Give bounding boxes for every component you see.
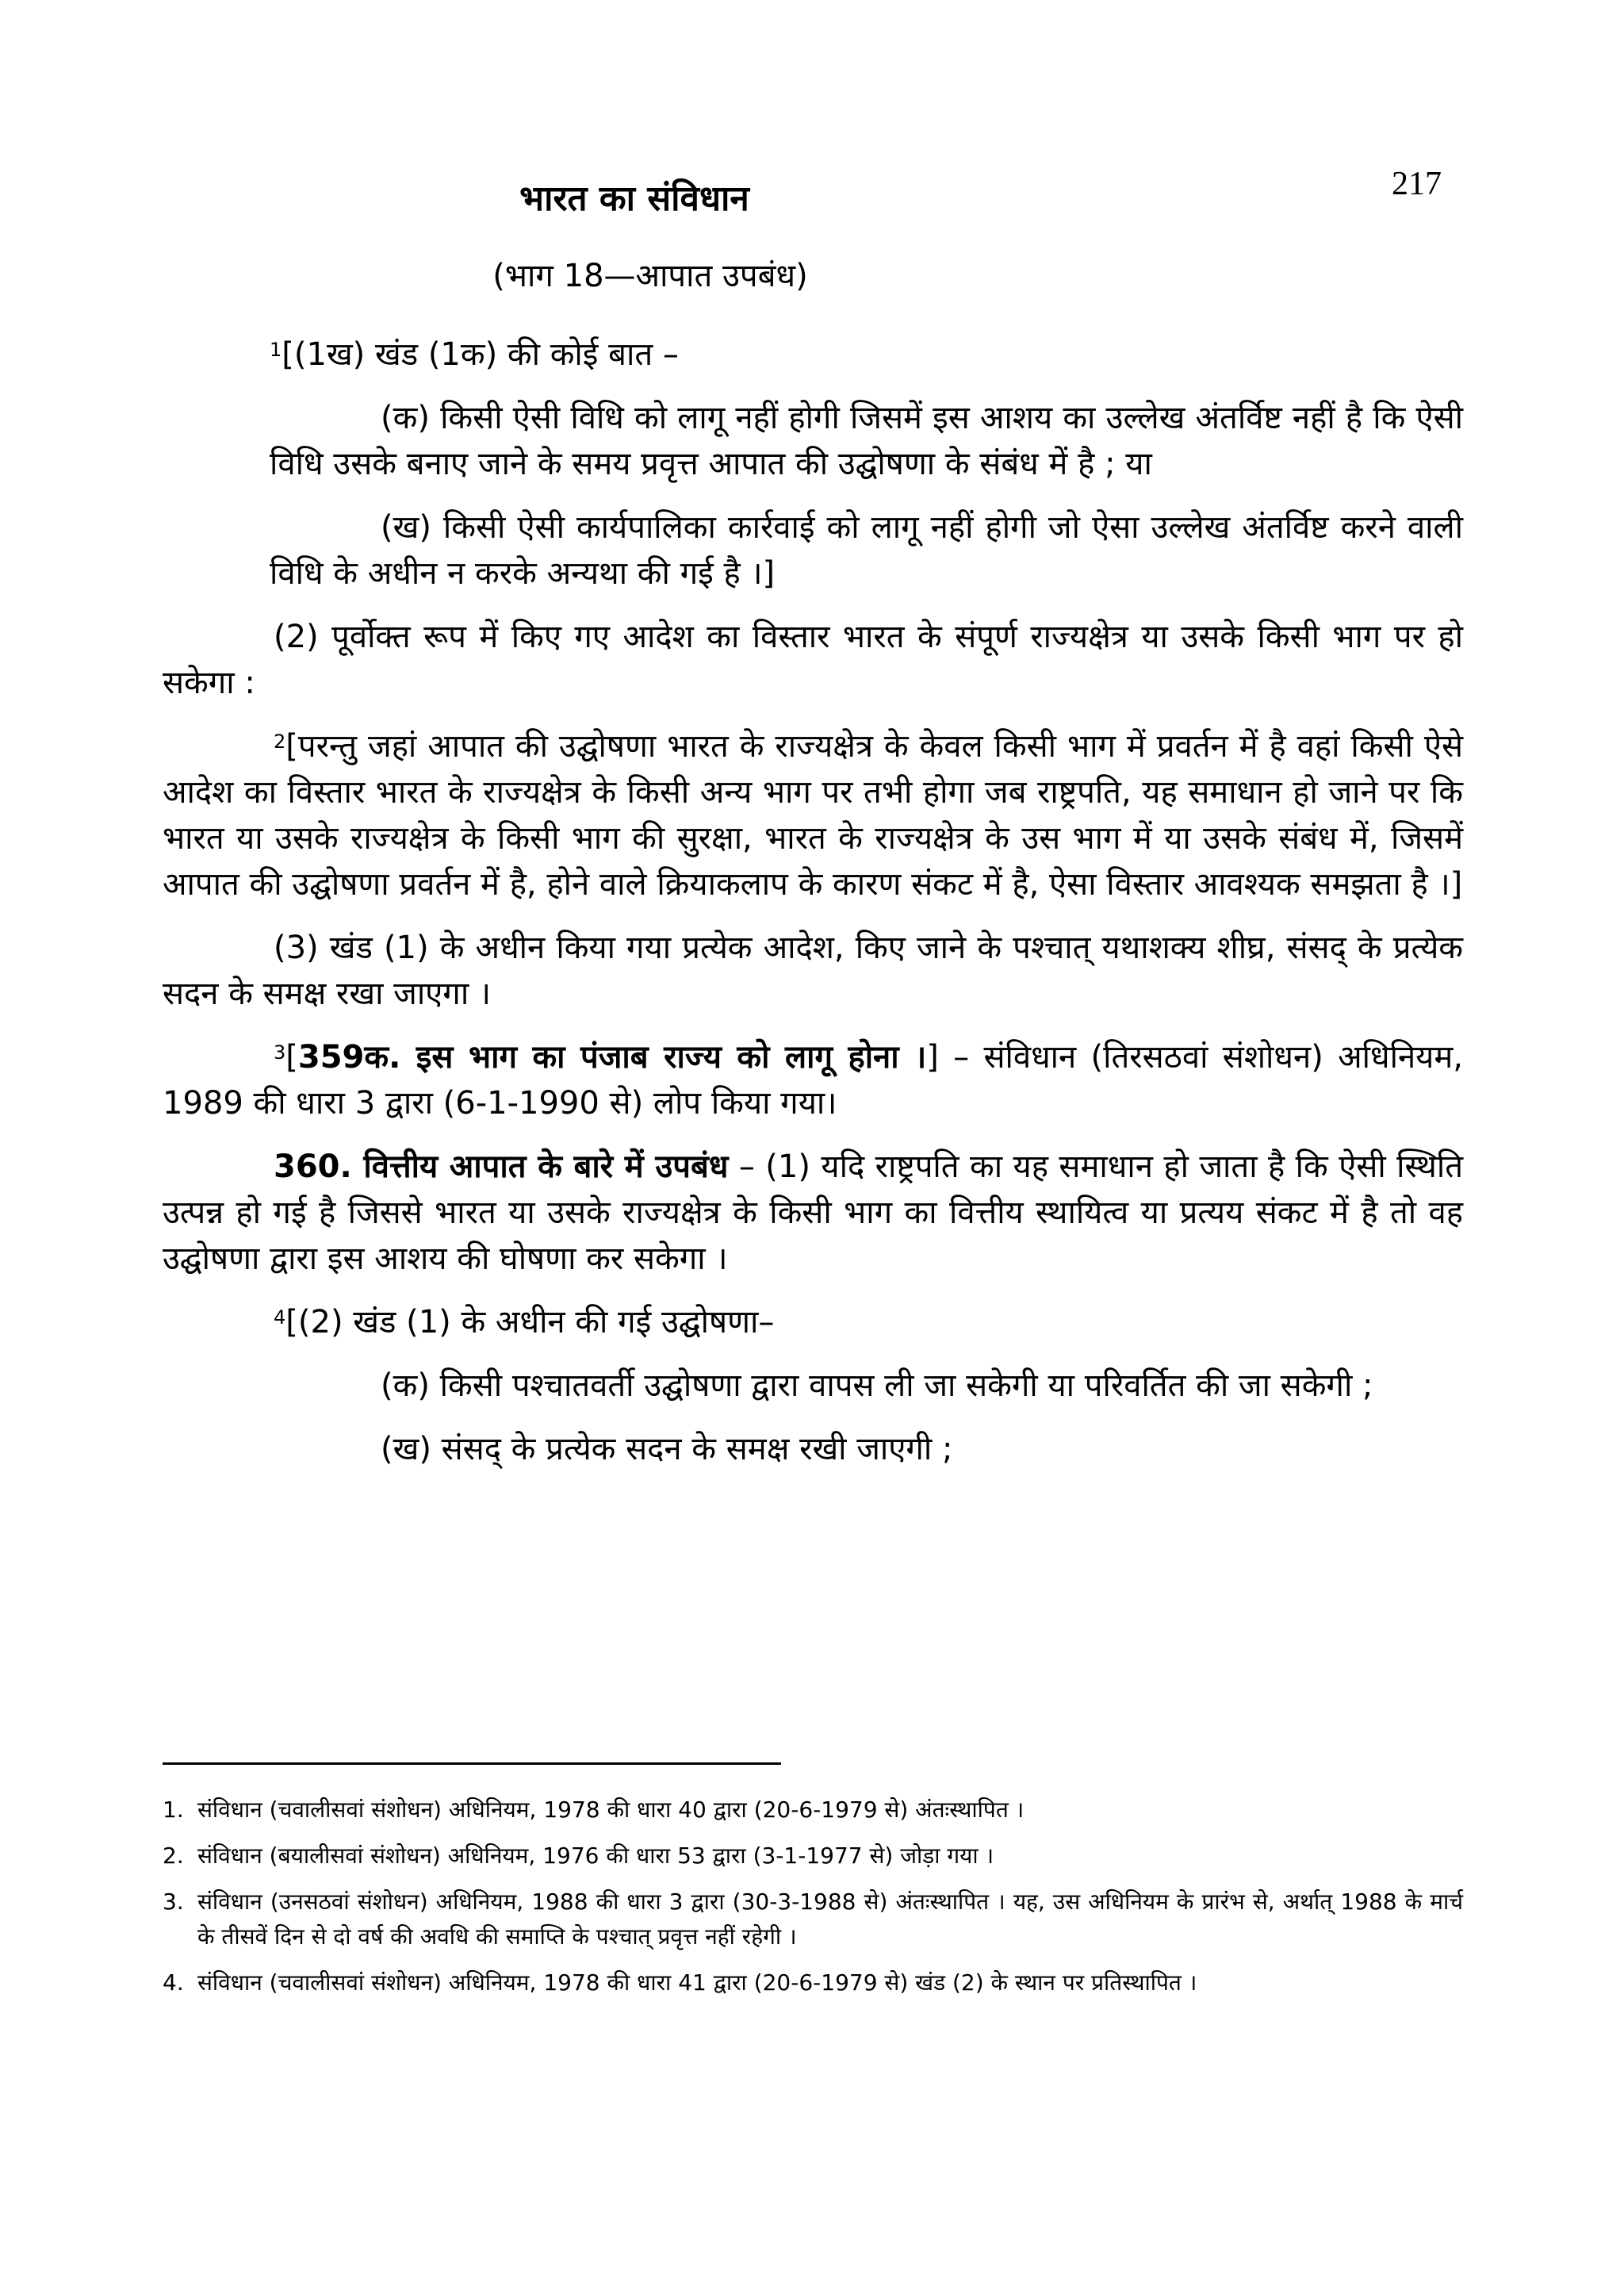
article-360 bbox=[163, 1144, 1463, 1282]
article-360-text: – (1) यदि राष्ट्रपति का यह समाधान हो जाता है कि ऐसी स्थिति उत्पन्न हो गई है जिससे भारत या उसके राज्यक्षेत्र के किसी भाग का वित्तीय स्थायित्व या प्रत्यय संकट में है तो वह उद्घोषणा द्वारा इस आशय की घोषणा कर सकेगा । bbox=[163, 1149, 1463, 1277]
footnote-ref-2: 2 bbox=[274, 731, 286, 753]
page-number: 217 bbox=[1392, 166, 1442, 202]
clause-3: (3) खंड (1) के अधीन किया गया प्रत्येक आदेश, किए जाने के पश्चात् यथाशक्य शीघ्र, संसद् के प्रत्येक सदन के समक्ष रखा जाएगा । bbox=[163, 930, 1463, 1012]
bracket-open: [ bbox=[285, 1039, 298, 1076]
footnote-text: संविधान (बयालीसवां संशोधन) अधिनियम, 1976 की धारा 53 द्वारा (3-1-1977 से) जोड़ा गया । bbox=[197, 1843, 994, 1869]
clause-360-2 bbox=[163, 1299, 1463, 1345]
footnote-number: 4. bbox=[163, 1969, 184, 1996]
article-359ka bbox=[163, 1034, 1463, 1126]
clause-1b-text: [(1ख) खंड (1क) की कोई बात – bbox=[282, 336, 679, 373]
footnotes bbox=[163, 1793, 1463, 2011]
subclause-ka: (क) किसी ऐसी विधि को लागू नहीं होगी जिसमें इस आशय का उल्लेख अंतर्विष्ट नहीं है कि ऐसी विधि उसके बनाए जाने के समय प्रवृत्त आपात की उद्घोषणा के संबंध में है ; या bbox=[270, 400, 1463, 482]
article-359ka-text: ] – संविधान (तिरसठवां संशोधन) अधिनियम, 1989 की धारा 3 द्वारा (6-1-1990 से) लोप किया गया। bbox=[163, 1039, 1464, 1122]
footnote-ref-4: 4 bbox=[274, 1306, 286, 1329]
footnote-text: संविधान (चवालीसवां संशोधन) अधिनियम, 1978 की धारा 41 द्वारा (20-6-1979 से) खंड (2) के स्थान पर प्रतिस्थापित । bbox=[197, 1969, 1197, 1996]
clause-1b bbox=[270, 332, 1463, 378]
footnote-number: 3. bbox=[163, 1889, 184, 1915]
proviso bbox=[163, 723, 1463, 907]
page-title: भारत का संविधान bbox=[519, 178, 749, 219]
footnote-ref-1: 1 bbox=[270, 339, 282, 361]
footnote-3 bbox=[163, 1885, 1463, 1954]
page-subtitle: (भाग 18—आपात उपबंध) bbox=[492, 258, 808, 294]
footnote-divider bbox=[163, 1762, 781, 1765]
article-360-heading: 360. वित्तीय आपात के बारे में उपबंध bbox=[274, 1149, 729, 1185]
article-359ka-heading: 359क. इस भाग का पंजाब राज्य को लागू होना । bbox=[297, 1039, 927, 1076]
clause-2: (2) पूर्वोक्त रूप में किए गए आदेश का विस्तार भारत के संपूर्ण राज्यक्षेत्र या उसके किसी भाग पर हो सकेगा : bbox=[163, 619, 1463, 701]
footnote-text: संविधान (उनसठवां संशोधन) अधिनियम, 1988 की धारा 3 द्वारा (30-3-1988 से) अंतःस्थापित । यह, उस अधिनियम के प्रारंभ से, अर्थात् 1988 के मार्च के तीसवें दिन से दो वर्ष की अवधि की समाप्ति के पश्चात् प्रवृत्त नहीं रहेगी । bbox=[197, 1889, 1463, 1950]
proviso-text: [परन्तु जहां आपात की उद्घोषणा भारत के राज्यक्षेत्र के केवल किसी भाग में प्रवर्तन में है वहां किसी ऐसे आदेश का विस्तार भारत के राज्यक्षेत्र के किसी अन्य भाग पर तभी होगा जब राष्ट्रपति, यह समाधान हो जाने पर कि भारत या उसके राज्यक्षेत्र के किसी भाग की सुरक्षा, भारत के राज्यक्षेत्र के उस भाग में या उसके संबंध में, जिसमें आपात की उद्घोषणा प्रवर्तन में है, होने वाले क्रियाकलाप के कारण संकट में है, ऐसा विस्तार आवश्यक समझता है ।] bbox=[163, 728, 1463, 903]
footnote-text: संविधान (चवालीसवां संशोधन) अधिनियम, 1978 की धारा 40 द्वारा (20-6-1979 से) अंतःस्थापित । bbox=[197, 1797, 1025, 1823]
footnote-1 bbox=[163, 1793, 1463, 1827]
clause-360-2-text: [(2) खंड (1) के अधीन की गई उद्घोषणा– bbox=[285, 1304, 775, 1340]
document-body bbox=[163, 332, 1463, 1490]
footnote-2 bbox=[163, 1839, 1463, 1873]
footnote-number: 2. bbox=[163, 1843, 184, 1869]
footnote-4 bbox=[163, 1965, 1463, 2000]
subclause-360-ka: (क) किसी पश्चातवर्ती उद्घोषणा द्वारा वापस ली जा सकेगी या परिवर्तित की जा सकेगी ; bbox=[381, 1367, 1373, 1404]
subclause-kha: (ख) किसी ऐसी कार्यपालिका कार्रवाई को लागू नहीं होगी जो ऐसा उल्लेख अंतर्विष्ट करने वाली विधि के अधीन न करके अन्यथा की गई है ।] bbox=[270, 509, 1463, 592]
footnote-number: 1. bbox=[163, 1797, 184, 1823]
footnote-ref-3: 3 bbox=[274, 1041, 286, 1064]
subclause-360-kha: (ख) संसद् के प्रत्येक सदन के समक्ष रखी जाएगी ; bbox=[381, 1431, 953, 1467]
